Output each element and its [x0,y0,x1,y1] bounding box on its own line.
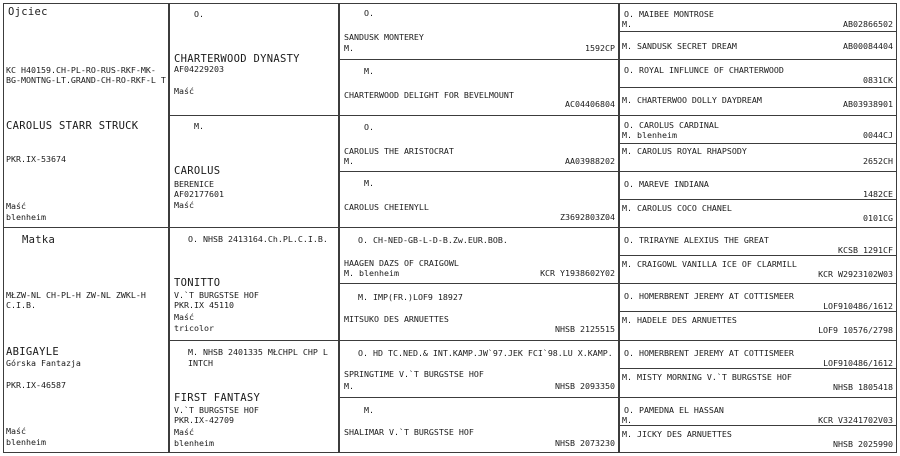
gen3-sd-m: M. [364,66,374,76]
sire-color-label: Maść [6,201,26,211]
sire-name: CAROLUS STARR STRUCK [6,120,139,132]
gen3-sd-name: CHARTERWOOD DELIGHT FOR BEVELMOUNT [344,90,514,100]
gen3-ss-name: SANDUSK MONTEREY [344,32,424,42]
gen3-sd-reg: AC04406804 [565,99,615,109]
dam-dam-name: FIRST FANTASY [174,392,261,404]
dam-color: blenheim [6,437,46,447]
dam-sire-o: O. NHSB 2413164.Ch.PL.C.I.B. [188,234,328,244]
gen4-dds-reg: 1482CE [863,189,893,199]
gen3-dam-ds-cell [339,340,619,398]
gen3-dam-sd-cell [339,283,619,341]
gen3-dam-dd-name: SHALIMAR V.`T BURGSTSE HOF [344,427,474,437]
gen4-ssd-m: M. SANDUSK SECRET DREAM [622,41,737,51]
gen4-dam-ddd-reg: NHSB 2025990 [833,439,893,449]
dam-name: ABIGAYLE [6,346,59,358]
dam-sire-color: tricolor [174,323,214,333]
dam-titles: MŁZW-NL CH-PL-H ZW-NL ZWKL-H C.I.B. [6,290,146,310]
sire-titles: KC H40159.CH-PL-RO-RUS-RKF-MK-BG-MONTNG-LT.GRAND-CH-RO-RKF-L T [6,65,166,85]
dam-dam-reg: PKR.IX-42709 [174,415,234,425]
gen3-dam-dd-cell [339,397,619,453]
gen3-dam-sd-name: MITSUKO DES ARNUETTES [344,314,449,324]
gen4-dam-dss-cell [619,340,897,369]
gen3-dam-dd-m: M. [364,405,374,415]
gen4-dss-o: O. CAROLUS CARDINAL [624,120,719,130]
sire-dam-line2: BERENICE [174,179,214,189]
sire-sire-name: CHARTERWOOD DYNASTY [174,53,300,65]
gen3-dam-sd-m: M. IMP(FR.)LOF9 18927 [358,292,463,302]
gen4-dam-dsd-m: M. MISTY MORNING V.`T BURGSTSE HOF [622,372,792,382]
gen4-dam-ssd-m: M. CRAIGOWL VANILLA ICE OF CLARMILL [622,259,797,269]
dam-sire-line2: V.`T BURGSTSE HOF [174,290,259,300]
dam-dam-color-label: Maść [174,427,194,437]
gen4-sds-cell [619,59,897,88]
sire-cell [3,3,169,228]
dam-color-label: Maść [6,426,26,436]
gen4-sdd-cell [619,87,897,116]
gen4-sds-reg: 0831CK [863,75,893,85]
dam-reg: PKR.IX-46587 [6,380,66,390]
gen4-dds-cell [619,171,897,200]
sire-dam-m: M. [194,121,204,131]
sire-sire-o: O. [194,9,204,19]
dam-line2: Górska Fantazja [6,358,81,368]
gen4-ddd-m: M. CAROLUS COCO CHANEL [622,203,732,213]
gen4-dss-m: M. blenheim [622,130,677,140]
gen4-dam-dds-m: M. [622,415,632,425]
gen3-ds-m: M. [344,156,354,166]
gen4-dam-ddd-cell [619,425,897,453]
gen3-dam-ss-o: O. CH-NED-GB-L-D-B.Zw.EUR.BOB. [358,235,508,245]
gen4-dss-reg: 0044CJ [863,130,893,140]
gen4-dam-dss-reg: LOF910486/1612 [823,358,893,368]
sire-reg: PKR.IX-53674 [6,154,66,164]
dam-header: Matka [22,234,56,246]
gen3-ss-o: O. [364,8,374,18]
gen3-dam-ds-name: SPRINGTIME V.`T BURGSTSE HOF [344,369,484,379]
sire-dam-cell [169,115,339,228]
dam-sire-reg: PKR.IX 45110 [174,300,234,310]
gen3-dam-ss-m: M. blenheim [344,268,399,278]
sire-dam-color-label: Maść [174,200,194,210]
gen3-dam-ss-reg: KCR Y1938602Y02 [540,268,615,278]
gen4-ssd-cell [619,31,897,60]
gen3-dam-dd-reg: NHSB 2073230 [555,438,615,448]
dam-dam-line2: V.`T BURGSTSE HOF [174,405,259,415]
gen3-dd-cell [339,171,619,228]
dam-cell [3,227,169,453]
gen4-dam-sss-reg: KCSB 1291CF [838,245,893,255]
gen3-ss-cell [339,3,619,60]
gen3-ds-reg: AA03988202 [565,156,615,166]
sire-sire-reg: AF04229203 [174,64,224,74]
gen4-dam-sds-cell [619,283,897,312]
gen4-dam-sdd-m: M. HADELE DES ARNUETTES [622,315,737,325]
gen3-dam-ds-reg: NHSB 2093350 [555,381,615,391]
sire-sire-color-label: Maść [174,86,194,96]
gen4-sds-o: O. ROYAL INFLUNCE OF CHARTERWOOD [624,65,784,75]
gen3-dam-ss-name: HAAGEN DAZS OF CRAIGOWL [344,258,459,268]
gen3-ds-o: O. [364,122,374,132]
sire-header: Ojciec [8,6,48,18]
gen4-ssd-reg: AB00084404 [843,41,893,51]
gen4-ddd-reg: 0101CG [863,213,893,223]
gen4-dds-o: O. MAREVE INDIANA [624,179,709,189]
gen4-sss-reg: AB02866502 [843,19,893,29]
dam-dam-cell [169,340,339,453]
gen4-dam-dss-o: O. HOMERBRENT JEREMY AT COTTISMEER [624,348,794,358]
gen3-dam-ss-cell [339,227,619,284]
gen4-dam-sdd-cell [619,311,897,341]
gen4-sss-o: O. MAIBEE MONTROSE [624,9,714,19]
sire-color: blenheim [6,212,46,222]
gen4-dam-dsd-cell [619,368,897,398]
gen4-sdd-reg: AB03938901 [843,99,893,109]
gen3-ss-m: M. [344,43,354,53]
gen4-dam-ssd-reg: KCR W2923102W03 [818,269,893,279]
gen4-dam-ssd-cell [619,255,897,284]
gen4-dam-sds-o: O. HOMERBRENT JEREMY AT COTTISMEER [624,291,794,301]
gen4-dam-sss-o: O. TRIRAYNE ALEXIUS THE GREAT [624,235,769,245]
gen4-dam-sdd-reg: LOF9 10576/2798 [818,325,893,335]
gen3-ds-cell [339,115,619,172]
pedigree-table [3,3,897,453]
gen4-dam-dds-reg: KCR V3241702V03 [818,415,893,425]
gen4-dsd-m: M. CAROLUS ROYAL RHAPSODY [622,146,747,156]
gen4-dss-cell [619,115,897,144]
gen3-dam-ds-m: M. [344,381,354,391]
dam-sire-cell [169,227,339,341]
gen3-ss-reg: 1592CP [585,43,615,53]
gen3-dam-sd-reg: NHSB 2125515 [555,324,615,334]
dam-dam-color: blenheim [174,438,214,448]
gen4-dsd-reg: 2652CH [863,156,893,166]
gen4-sss-m: M. [622,19,632,29]
dam-sire-name: TONITTO [174,277,221,289]
gen3-dam-ds-o: O. HD TC.NED.& INT.KAMP.JW`97.JEK FCI`98.LU X.KAMP. [358,348,613,358]
gen4-dam-dds-cell [619,397,897,426]
dam-sire-color-label: Maść [174,312,194,322]
gen4-ddd-cell [619,199,897,228]
gen3-dd-name: CAROLUS CHEIENYLL [344,202,429,212]
gen4-dam-sss-cell [619,227,897,256]
gen4-dam-dds-o: O. PAMEDNA EL HASSAN [624,405,724,415]
sire-dam-name: CAROLUS [174,165,221,177]
dam-dam-m: M. NHSB 2401335 MŁCHPL CHP L INTCH [188,347,328,368]
sire-sire-cell [169,3,339,116]
gen3-ds-name: CAROLUS THE ARISTOCRAT [344,146,454,156]
gen3-sd-cell [339,59,619,116]
gen3-dd-m: M. [364,178,374,188]
gen4-dam-dsd-reg: NHSB 1805418 [833,382,893,392]
gen3-dd-reg: Z3692803Z04 [560,212,615,222]
gen4-dsd-cell [619,143,897,172]
gen4-sdd-m: M. CHARTERWOO DOLLY DAYDREAM [622,95,762,105]
gen4-dam-ddd-m: M. JICKY DES ARNUETTES [622,429,732,439]
gen4-sss-cell [619,3,897,32]
gen4-dam-sds-reg: LOF910486/1612 [823,301,893,311]
sire-dam-reg: AF02177601 [174,189,224,199]
